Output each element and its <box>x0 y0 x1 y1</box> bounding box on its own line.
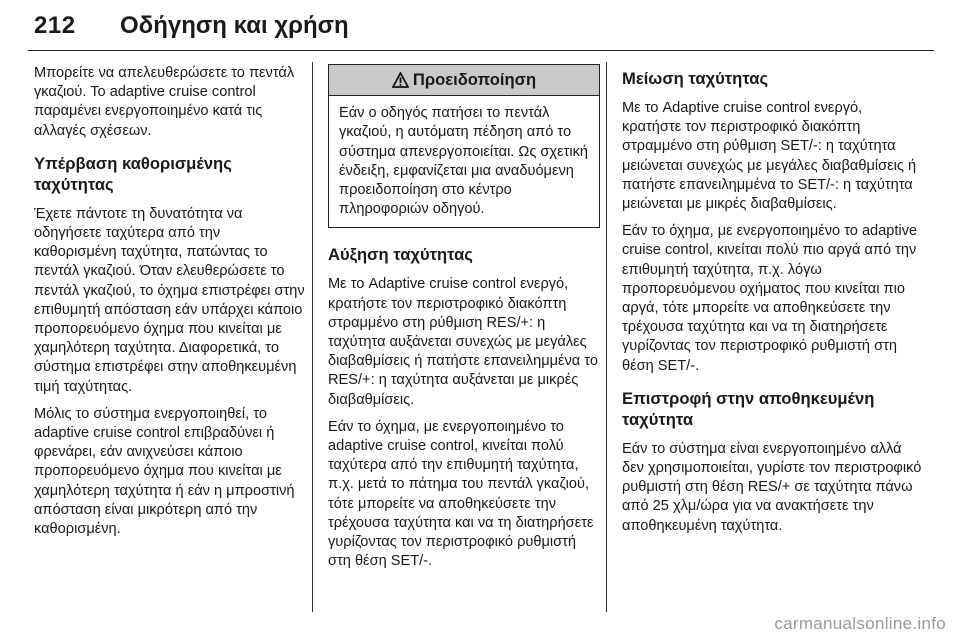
paragraph-slow-vehicle: Εάν το όχημα, με ενεργοποιημένο το adaptive cruise control, κινείται πολύ πιο αργά από την επιθυμητή ταχύτητα, π.χ. λόγω προπορευόμενου οχήματος που κινείται πιο αργά, τότε μπορείτε να αποθηκεύσετε την τρέχουσα ταχύτητα και να τη διατηρήσετε γυρίζοντας τον περιστροφικό ρυθμιστή στη θέση SET/-. <box>622 223 918 374</box>
column-divider-left <box>312 62 313 612</box>
paragraph-decrease-speed: Με το Adaptive cruise control ενεργό, κρατήστε τον περιστροφικό διακόπτη στραμμένο στη ρύθμιση SET/-: η ταχύτητα μειώνεται συνεχώς με μεγάλες διαβαθμίσεις ή πατήστε επανειλημμένα το SET/-: η ταχύτητα μειώνεται με μικρές διαβαθμίσεις. <box>622 100 917 213</box>
column-middle <box>328 64 600 579</box>
paragraph-intro: Μπορείτε να απελευθερώσετε το πεντάλ γκαζιού. Το adaptive cruise control παραμένει ενεργοποιημένο κατά τις αλλαγές σχέσεων. <box>34 65 295 139</box>
page-header <box>28 6 934 51</box>
page-number: 212 <box>34 12 76 39</box>
warning-triangle-icon <box>392 72 409 88</box>
heading-increase-speed: Αύξηση ταχύτητας <box>328 245 473 265</box>
watermark: carmanualsonline.info <box>774 614 946 633</box>
column-divider-right <box>606 62 607 612</box>
column-right <box>622 64 922 544</box>
heading-exceed-speed: Υπέρβαση καθορισμένης ταχύτητας <box>34 153 232 194</box>
paragraph-exceed-speed: Έχετε πάντοτε τη δυνατότητα να οδηγήσετε ταχύτερα από την καθορισμένη ταχύτητα, πατώντας το πεντάλ γκαζιού. Όταν ελευθερώσετε το πεντάλ γκαζιού, το όχημα επιστρέφει στην επιθυμητή απόσταση εάν υπάρχει κάποιο προπορευόμενο όχημα που κινείται με χαμηλότερη ταχύτητα. Διαφορετικά, το σύστημα επιστρέφει στην αποθηκευμένη τιμή ταχύτητας. <box>34 205 305 395</box>
paragraph-increase-speed: Με το Adaptive cruise control ενεργό, κρατήστε τον περιστροφικό διακόπτη στραμμένο στη ρύθμιση RES/+: η ταχύτητα αυξάνεται συνεχώς με μεγάλες διαβαθμίσεις ή πατήστε επανειλημμένα το RES/+: η ταχύτητα αυξάνεται με μικρές διαβαθμίσεις. <box>328 276 598 408</box>
warning-header <box>329 65 599 96</box>
column-left <box>34 64 306 547</box>
warning-text: Εάν ο οδηγός πατήσει το πεντάλ γκαζιού, η αυτόματη πέδηση από το σύστημα απενεργοποιείται. Ως σχετική ένδειξη, εμφανίζεται μια αναδυόμενη προειδοποίηση στο κέντρο πληροφοριών οδηγού. <box>339 105 589 218</box>
warning-box <box>328 64 600 228</box>
heading-resume-speed: Επιστροφή στην αποθηκευμένη ταχύτητα <box>622 388 875 429</box>
paragraph-store-speed: Εάν το όχημα, με ενεργοποιημένο το adaptive cruise control, κινείται πολύ ταχύτερα από την επιθυμητή ταχύτητα, π.χ. μετά το πάτημα του πεντάλ γκαζιού, τότε μπορείτε να αποθηκεύσετε την τρέχουσα ταχύτητα και να τη διατηρήσετε γυρίζοντας τον περιστροφικό ρυθμιστή στη θέση SET/-. <box>328 418 594 570</box>
paragraph-resume-speed: Εάν το σύστημα είναι ενεργοποιημένο αλλά δεν χρησιμοποιείται, γυρίστε τον περιστροφικό ρυθμιστή στη θέση RES/+ σε ταχύτητα πάνω από 25 χλμ/ώρα για να ανακτήσετε την αποθηκευμένη ταχύτητα. <box>622 440 922 534</box>
warning-title: Προειδοποίηση <box>412 70 537 89</box>
heading-decrease-speed: Μείωση ταχύτητας <box>622 69 769 88</box>
paragraph-braking: Μόλις το σύστημα ενεργοποιηθεί, το adaptive cruise control επιβραδύνει ή φρενάρει, εάν ανιχνεύσει κάποιο προπορευόμενο όχημα που κινείται με χαμηλότερη ταχύτητα ή εάν η μπροστινή απόσταση είναι μικρότερη από την καθορισμένη. <box>34 405 295 538</box>
page-title: Οδήγηση και χρήση <box>120 12 349 39</box>
